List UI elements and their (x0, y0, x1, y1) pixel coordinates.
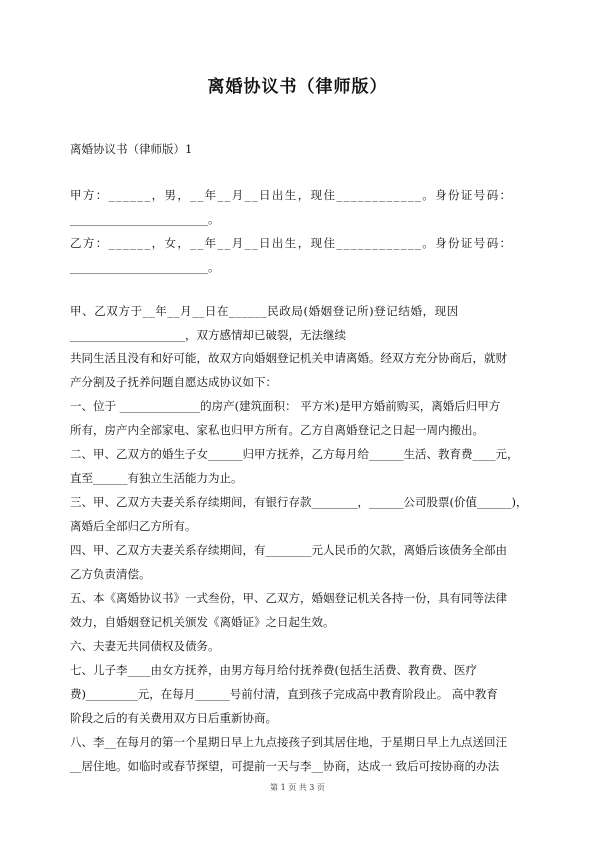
clause-7-line: 七、儿子李____由女方抚养，由男方每月给付抚养费(包括生活费、教育费、医疗 (70, 663, 477, 677)
clause-5-line: 效力，自婚姻登记机关颁发《离婚证》之日起生效。 (70, 615, 335, 629)
clause-2-line: 二、甲、乙双方的婚生子女______归甲方抚养，乙方每月给______生活、教育费____元， (70, 447, 519, 461)
clause-5-line: 五、本《离婚协议书》一式叁份，甲、乙双方，婚姻登记机关各持一份，具有同等法律 (70, 591, 507, 605)
clause-4-line: 乙方负责清偿。 (70, 567, 151, 581)
clause-7-line: 费)_________元，在每月______号前付清，直到孩子完成高中教育阶段止。 高中教育 (70, 687, 498, 701)
clause-8-line: 八、李__在每月的第一个星期日早上九点接孩子到其居住地，于星期日早上九点送回汪 (70, 735, 507, 749)
clause-3-line: 离婚后全部归乙方所有。 (70, 519, 197, 533)
party-a-id-line: ________________________。 (70, 212, 220, 226)
paragraph-line: 甲、乙双方于__年__月__日在______民政局(婚姻登记所)登记结婚，现因 (70, 304, 459, 318)
clause-7-line: 阶段之后的有关费用双方日后重新协商。 (70, 711, 277, 725)
paragraph-line: ____________________，双方感情却已破裂，无法继续 (70, 328, 346, 342)
party-b-id-line: ________________________。 (70, 260, 220, 274)
paragraph-line: 共同生活且没有和好可能，故双方向婚姻登记机关申请离婚。经双方充分协商后，就财 (70, 351, 507, 365)
clause-3-line: 三、甲、乙双方夫妻关系存续期间，有银行存款________，______公司股票(价值______)， (70, 495, 528, 509)
party-a-line: 甲方：______，男，__年__月__日出生，现住____________。身份证号码： (70, 188, 513, 202)
clause-1-line: 所有，房产内全部家电、家私也归甲方所有。乙方自离婚登记之日起一周内搬出。 (70, 423, 484, 437)
clause-1-line: 一、位于 ______________的房产(建筑面积： 平方米)是甲方婚前购买，离婚后归甲方 (70, 399, 501, 413)
clause-4-line: 四、甲、乙双方夫妻关系存续期间，有________元人民币的欠款，离婚后该债务全部由 (70, 543, 507, 557)
clause-6-line: 六、夫妻无共同债权及债务。 (70, 639, 220, 653)
clause-2-line: 直至______有独立生活能力为止。 (70, 471, 243, 485)
party-b-line: 乙方：______，女，__年__月__日出生，现住____________。身份证号码： (70, 236, 513, 250)
clause-8-line: __居住地。如临时或春节探望，可提前一天与李__协商，达成一 致后可按协商的办法 (70, 759, 500, 773)
paragraph-line: 产分割及子抚养问题自愿达成协议如下： (70, 375, 277, 389)
document-subtitle: 离婚协议书（律师版）1 (70, 142, 193, 156)
document-title: 离婚协议书（律师版） (207, 77, 388, 97)
page-number: 第 1 页 共 3 页 (270, 783, 325, 792)
